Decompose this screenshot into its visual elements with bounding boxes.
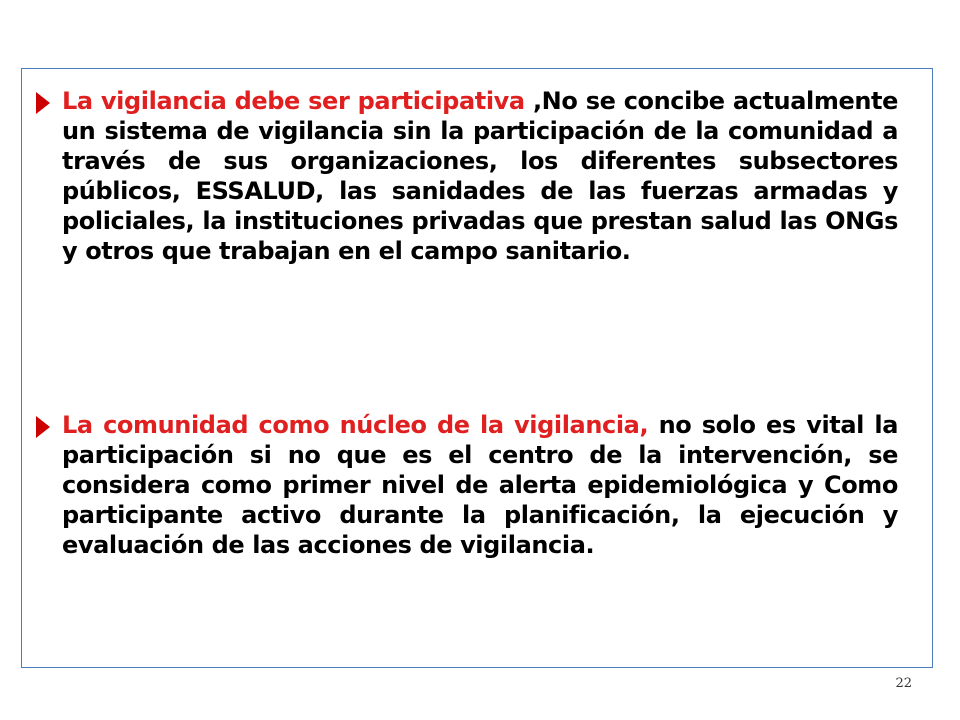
bullet-item-comunidad <box>36 410 898 560</box>
page-number: 22 <box>895 676 912 691</box>
bullet-body: ,No se concibe actualmente un sistema de vigilancia sin la participación de la comunidad a través de sus organizaciones, los diferentes subsectores públicos, ESSALUD, las sanidades de las fuerzas armadas y policiales, la instituciones privadas que prestan salud las ONGs y otros que trabajan en el campo sanitario. <box>62 87 898 265</box>
bullet-lead: La comunidad como núcleo de la vigilancia, <box>62 411 649 439</box>
triangle-right-icon <box>36 92 50 114</box>
bullet-body: no solo es vital la participación si no que es el centro de la intervención, se considera como primer nivel de alerta epidemiológica y Como participante activo durante la planificación, la ejecución y evaluación de las acciones de vigilancia. <box>62 411 898 559</box>
triangle-right-icon <box>36 416 50 438</box>
bullet-item-participativa <box>36 86 898 266</box>
bullet-text <box>62 86 898 266</box>
bullet-text <box>62 410 898 560</box>
bullet-lead: La vigilancia debe ser participativa <box>62 87 525 115</box>
